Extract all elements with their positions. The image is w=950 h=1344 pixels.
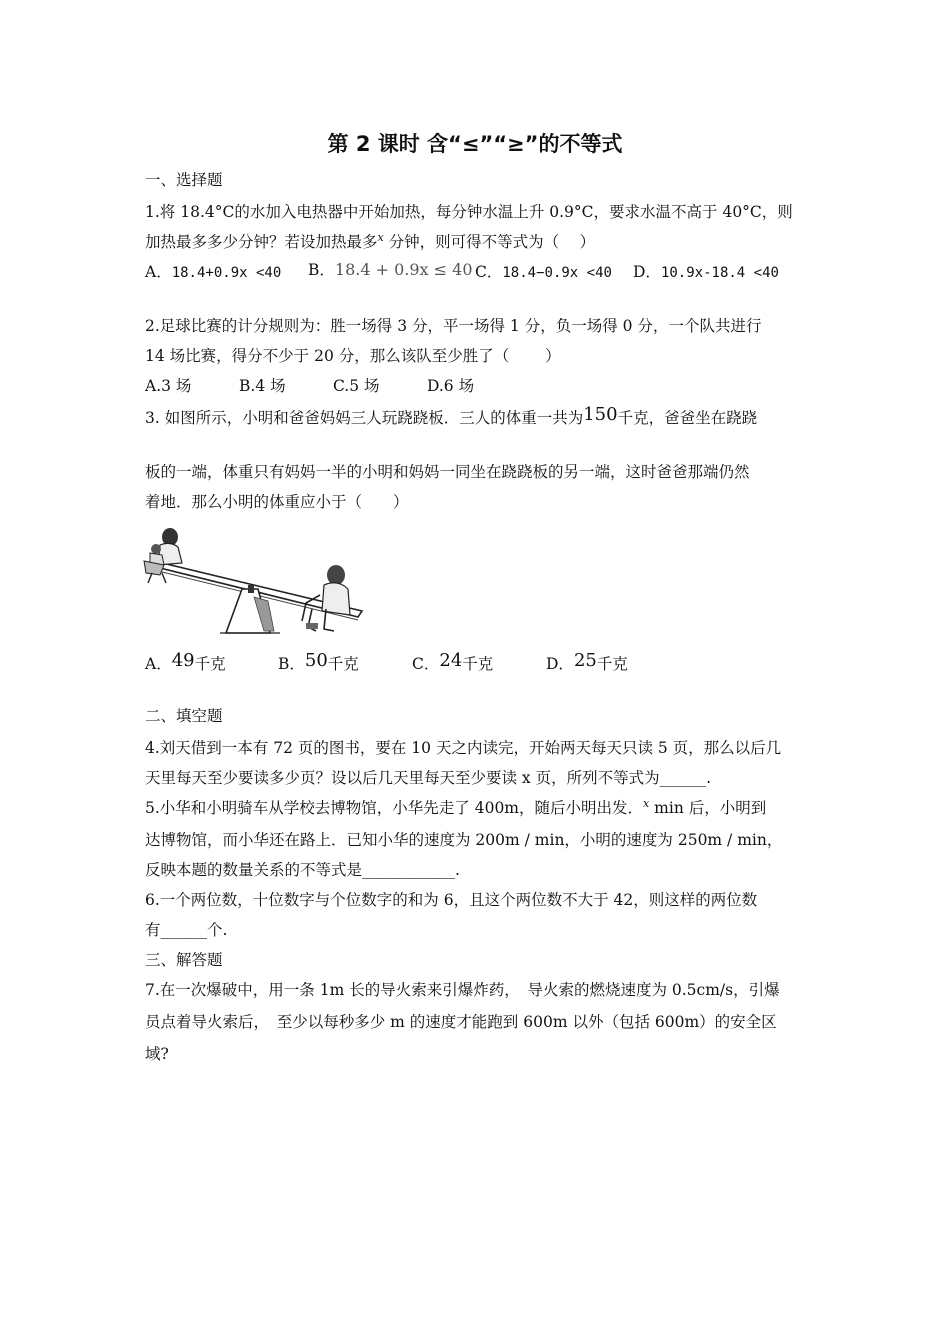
option-label: D．: [633, 263, 661, 281]
option-number: 24: [439, 650, 463, 671]
question-5-line-3: 反映本题的数量关系的不等式是____________.: [145, 861, 460, 879]
question-1-option-c: [475, 260, 612, 282]
seesaw-illustration: [140, 525, 370, 637]
question-1-text-end: 分钟，则可得不等式为（ ）: [383, 233, 596, 251]
section-heading-solve: 三、解答题: [145, 951, 223, 969]
question-3-line-1: [145, 404, 757, 428]
option-label: A．: [145, 655, 172, 673]
question-1-option-d: [633, 260, 779, 282]
option-unit: 千克: [462, 655, 494, 673]
question-2-option-a: A.3 场: [145, 377, 192, 395]
question-7-line-1: 7.在一次爆破中，用一条 1m 长的导火索来引爆炸药， 导火索的燃烧速度为 0.5cm/s，引爆: [145, 981, 780, 999]
total-weight-number: 150: [583, 404, 618, 425]
question-5-line-2: 达博物馆，而小华还在路上．已知小华的速度为 200m / min，小明的速度为 250m / min，: [145, 831, 783, 849]
option-label: C．: [412, 655, 440, 673]
question-4-line-1: 4.刘天借到一本有 72 页的图书，要在 10 天之内读完，开始两天每天只读 5 页，那么以后几: [145, 739, 782, 757]
question-6-line-1: 6.一个两位数，十位数字与个位数字的和为 6，且这个两位数不大于 42，则这样的两位数: [145, 891, 758, 909]
option-unit: 千克: [596, 655, 628, 673]
question-2-option-b: B.4 场: [239, 377, 286, 395]
option-expression: 18.4 + 0.9x ≤ 40: [334, 260, 473, 279]
question-6-line-2: 有______个.: [145, 921, 228, 939]
question-2-option-d: D.6 场: [427, 377, 475, 395]
question-1-text: 加热最多多少分钟？若设加热最多: [145, 233, 378, 251]
option-label: B．: [308, 261, 335, 279]
question-5-text: 5.小华和小明骑车从学校去博物馆，小华先走了 400m，随后小明出发．: [145, 799, 644, 817]
option-expression: 18.4−0.9x <40: [502, 265, 612, 281]
question-1-option-b: [308, 258, 473, 280]
question-3-line-2: 板的一端，体重只有妈妈一半的小明和妈妈一同坐在跷跷板的另一端，这时爸爸那端仍然: [145, 463, 750, 481]
question-4-line-2: 天里每天至少要读多少页？设以后几天里每天至少要读 x 页，所列不等式为______.: [145, 769, 712, 787]
question-2-option-c: C.5 场: [333, 377, 380, 395]
section-heading-fill-in: 二、填空题: [145, 707, 223, 725]
option-unit: 千克: [327, 655, 359, 673]
option-number: 49: [171, 650, 195, 671]
question-7-line-3: 域?: [145, 1045, 169, 1063]
option-label: A．: [145, 263, 172, 281]
section-heading-choice: 一、选择题: [145, 171, 223, 189]
question-2-line-1: 2.足球比赛的计分规则为：胜一场得 3 分，平一场得 1 分，负一场得 0 分，一个队共进行: [145, 317, 762, 335]
option-label: C．: [475, 263, 503, 281]
question-1-line-2: [145, 230, 595, 252]
variable-x: x: [643, 797, 650, 810]
question-2-line-2: 14 场比赛，得分不少于 20 分，那么该队至少胜了（ ）: [145, 347, 561, 365]
page-title: 第 2 课时 含“≤”“≥”的不等式: [327, 132, 623, 156]
question-1-line-1: 1.将 18.4°C的水加入电热器中开始加热，每分钟水温上升 0.9°C，要求水温不高于 40°C，则: [145, 203, 793, 221]
question-3-option-b: [278, 650, 359, 674]
option-label: B．: [278, 655, 305, 673]
question-3-option-c: [412, 650, 493, 674]
option-number: 50: [304, 650, 328, 671]
option-label: D．: [546, 655, 574, 673]
question-5-line-1: [145, 796, 766, 818]
option-expression: 18.4+0.9x <40: [171, 265, 282, 281]
question-3-line-3: 着地．那么小明的体重应小于（ ）: [145, 493, 409, 511]
question-7-line-2: 员点着导火索后， 至少以每秒多少 m 的速度才能跑到 600m 以外（包括 600m）的安全区: [145, 1013, 777, 1031]
question-3-option-d: [546, 650, 628, 674]
question-3-text: 3. 如图所示，小明和爸爸妈妈三人玩跷跷板．三人的体重一共为: [145, 409, 584, 427]
question-5-text-end: min 后，小明到: [649, 799, 767, 817]
question-3-text-end: 千克，爸爸坐在跷跷: [617, 409, 758, 427]
option-number: 25: [573, 650, 597, 671]
question-3-option-a: [145, 650, 226, 674]
variable-x: x: [377, 231, 384, 244]
question-1-option-a: [145, 260, 281, 282]
option-expression: 10.9x-18.4 <40: [660, 265, 779, 281]
option-unit: 千克: [194, 655, 226, 673]
